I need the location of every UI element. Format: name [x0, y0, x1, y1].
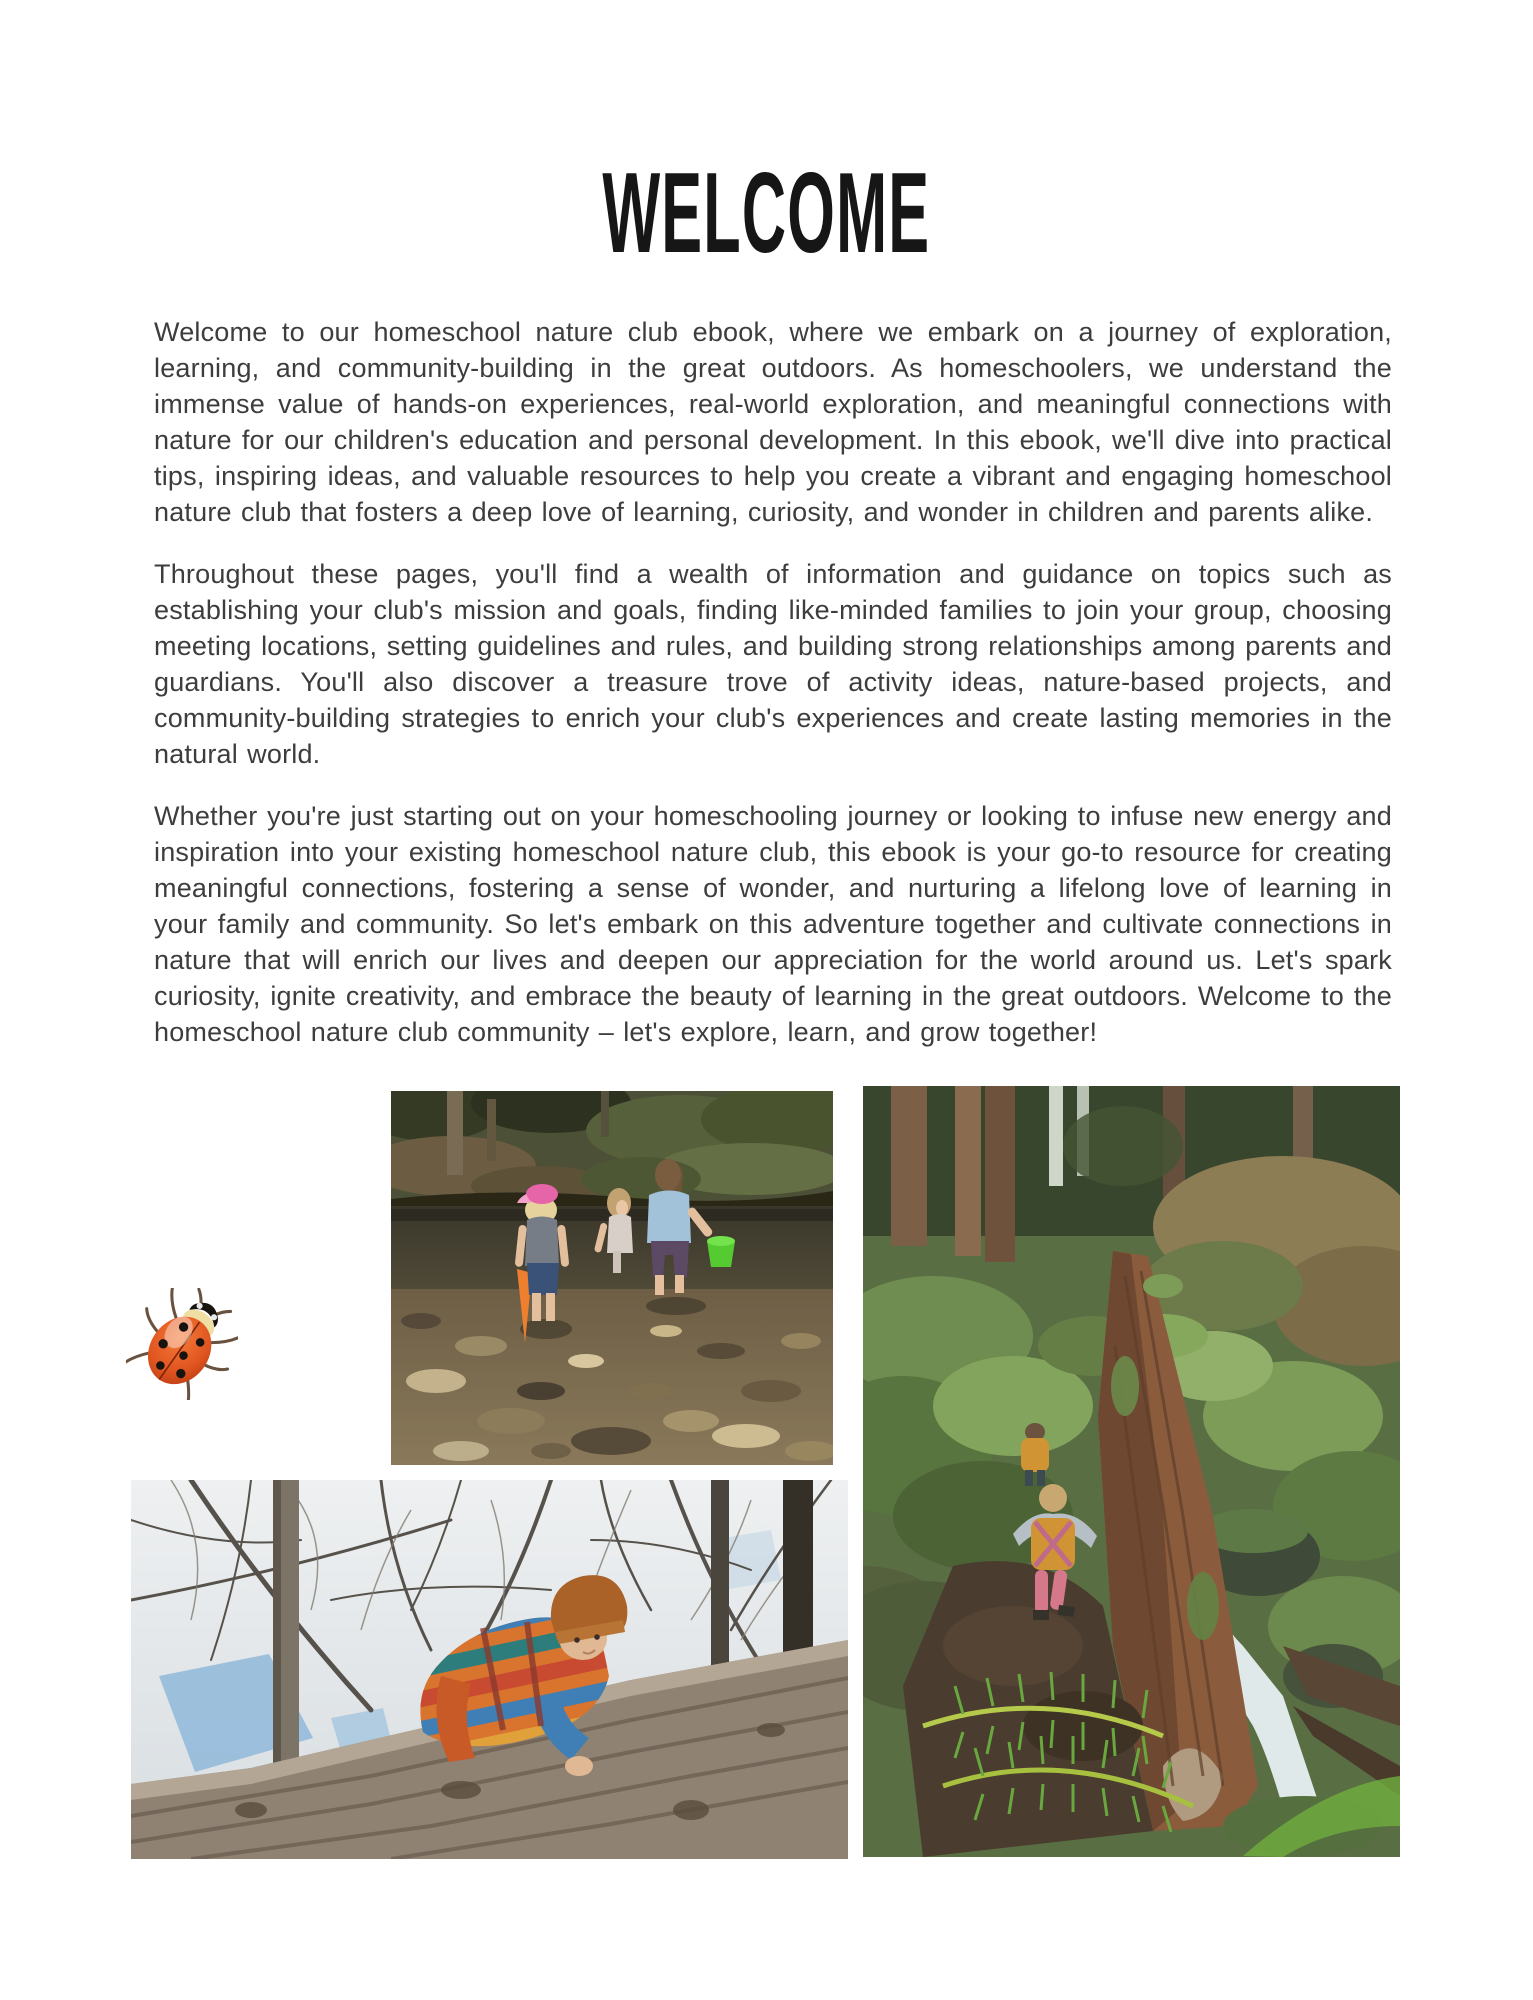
body-copy [154, 314, 1392, 1050]
overview-paragraph: Throughout these pages, you'll find a wealth of information and guidance on topics such as establishing your club's mission and goals, finding like-minded families to join your group, choosing meeting locations, setting guidelines and rules, and building strong relationships among parents and guardians. You'll also discover a treasure trove of activity ideas, nature-based projects, and community-building strategies to enrich your club's experiences and create lasting memories in the natural world. [154, 559, 1392, 769]
ladybug-illustration [126, 1288, 238, 1400]
intro-paragraph: Welcome to our homeschool nature club ebook, where we embark on a journey of exploration, learning, and community-building in the great outdoors. As homeschoolers, we understand the immense value of hands-on experiences, real-world exploration, and meaningful connections with nature for our children's education and personal development. In this ebook, we'll dive into practical tips, inspiring ideas, and valuable resources to help you create a vibrant and engaging homeschool nature club that fosters a deep love of learning, curiosity, and wonder in children and parents alike. [154, 317, 1392, 527]
photo-child-on-log [131, 1480, 848, 1859]
ladybug-icon [126, 1288, 238, 1400]
title-block [0, 148, 1533, 277]
page-title: WELCOME [602, 149, 931, 277]
closing-paragraph: Whether you're just starting out on your homeschooling journey or looking to infuse new energy and inspiration into your existing homeschool nature club, this ebook is your go-to resource for creating meaningful connections, fostering a sense of wonder, and nurturing a lifelong love of learning in your family and community. So let's embark on this adventure together and cultivate connections in nature that will enrich our lives and deepen our appreciation for the world around us. Let's spark curiosity, ignite creativity, and embrace the beauty of learning in the great outdoors. Welcome to the homeschool nature club community – let's explore, learn, and grow together! [154, 801, 1392, 1047]
forest-photo-illustration [863, 1086, 1400, 1857]
creek-photo-illustration [391, 1091, 833, 1465]
photo-forest-trail [863, 1086, 1400, 1857]
photo-kids-in-creek [391, 1091, 833, 1465]
log-photo-illustration [131, 1480, 848, 1859]
